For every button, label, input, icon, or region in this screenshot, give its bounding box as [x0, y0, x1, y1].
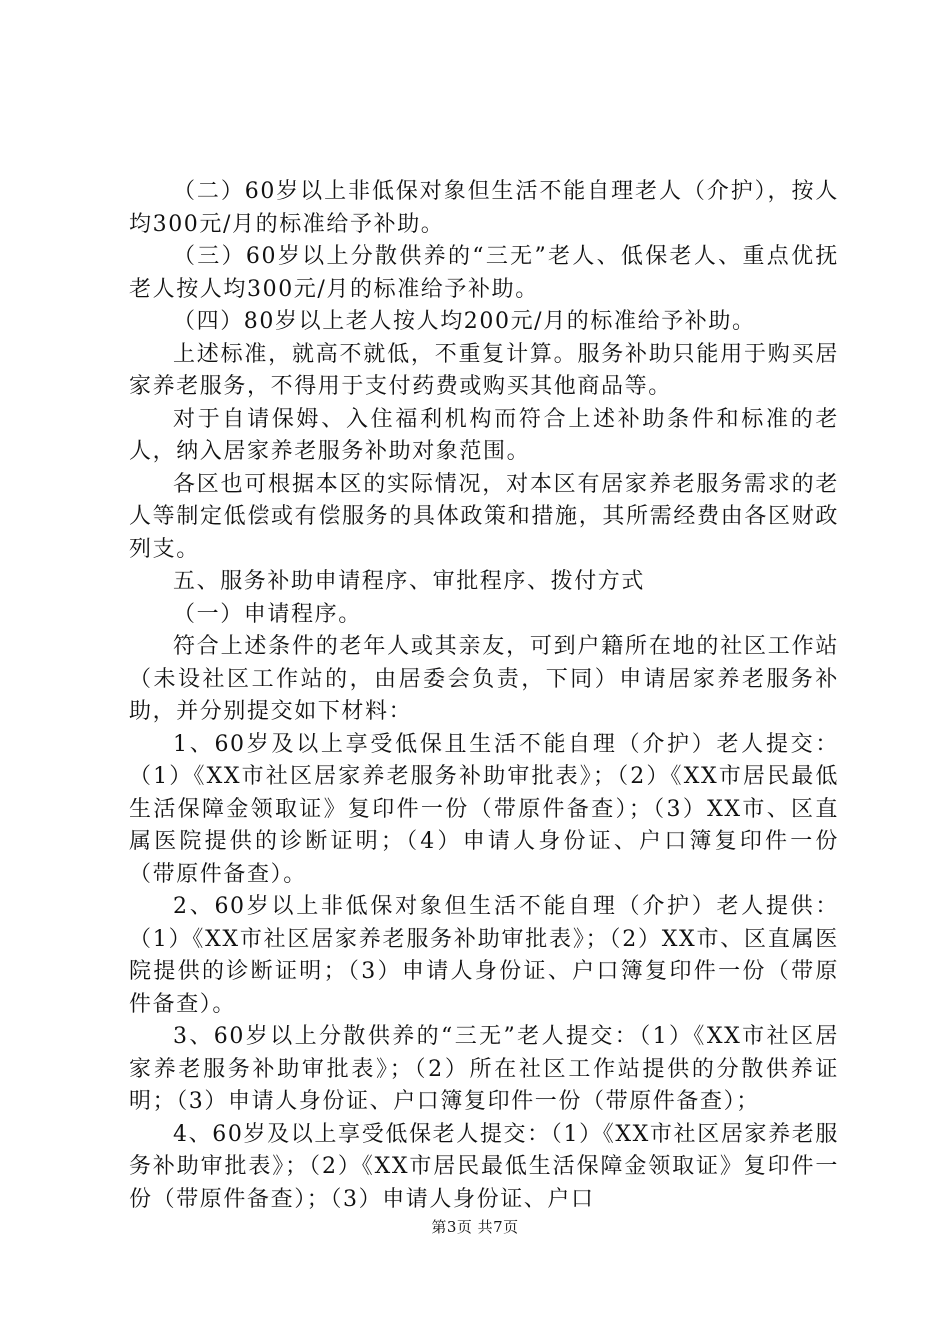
paragraph-standard-note: 上述标准，就高不就低，不重复计算。服务补助只能用于购买居家养老服务，不得用于支付药费或购买其他商品等。: [129, 341, 839, 399]
page-footer: 第3页 共7页: [431, 1218, 519, 1236]
paragraph-item-3: （三）60岁以上分散供养的“三无”老人、低保老人、重点优抚老人按人均300元/月的标准给予补助。: [129, 244, 839, 302]
list-item-2: 2、60岁以上非低保对象但生活不能自理（介护）老人提供：（1）《XX市社区居家养老服务补助审批表》；（2）XX市、区直属医院提供的诊断证明；（3）申请人身份证、户口簿复印件一份（带原件备查）。: [129, 894, 839, 1017]
subsection-heading-1: （一）申请程序。: [173, 601, 362, 627]
document-body: [129, 176, 839, 1216]
paragraph-item-2: （二）60岁以上非低保对象但生活不能自理老人（介护），按人均300元/月的标准给予补助。: [129, 179, 839, 237]
list-item-1: 1、60岁及以上享受低保且生活不能自理（介护）老人提交：（1）《XX市社区居家养老服务补助审批表》；（2）《XX市居民最低生活保障金领取证》复印件一份（带原件备查）；（3）XX市、区直属医院提供的诊断证明；（4）申请人身份证、户口簿复印件一份（带原件备查）。: [129, 731, 839, 887]
list-item-4: 4、60岁及以上享受低保老人提交：（1）《XX市社区居家养老服务补助审批表》；（2）《XX市居民最低生活保障金领取证》复印件一份（带原件备查）；（3）申请人身份证、户口: [129, 1121, 839, 1212]
paragraph-self-hired: 对于自请保姆、入住福利机构而符合上述补助条件和标准的老人，纳入居家养老服务补助对象范围。: [129, 406, 839, 464]
paragraph-item-4: （四）80岁以上老人按人均200元/月的标准给予补助。: [173, 309, 756, 334]
paragraph-application: 符合上述条件的老年人或其亲友，可到户籍所在地的社区工作站（未设社区工作站的，由居委会负责，下同）申请居家养老服务补助，并分别提交如下材料：: [129, 634, 839, 724]
section-heading-5: 五、服务补助申请程序、审批程序、拨付方式: [173, 569, 646, 594]
paragraph-district-policy: 各区也可根据本区的实际情况，对本区有居家养老服务需求的老人等制定低偿或有偿服务的具体政策和措施，其所需经费由各区财政列支。: [129, 471, 839, 562]
list-item-3: 3、60岁以上分散供养的“三无”老人提交：（1）《XX市社区居家养老服务补助审批表》；（2）所在社区工作站提供的分散供养证明；（3）申请人身份证、户口簿复印件一份（带原件备查）；: [129, 1024, 839, 1114]
